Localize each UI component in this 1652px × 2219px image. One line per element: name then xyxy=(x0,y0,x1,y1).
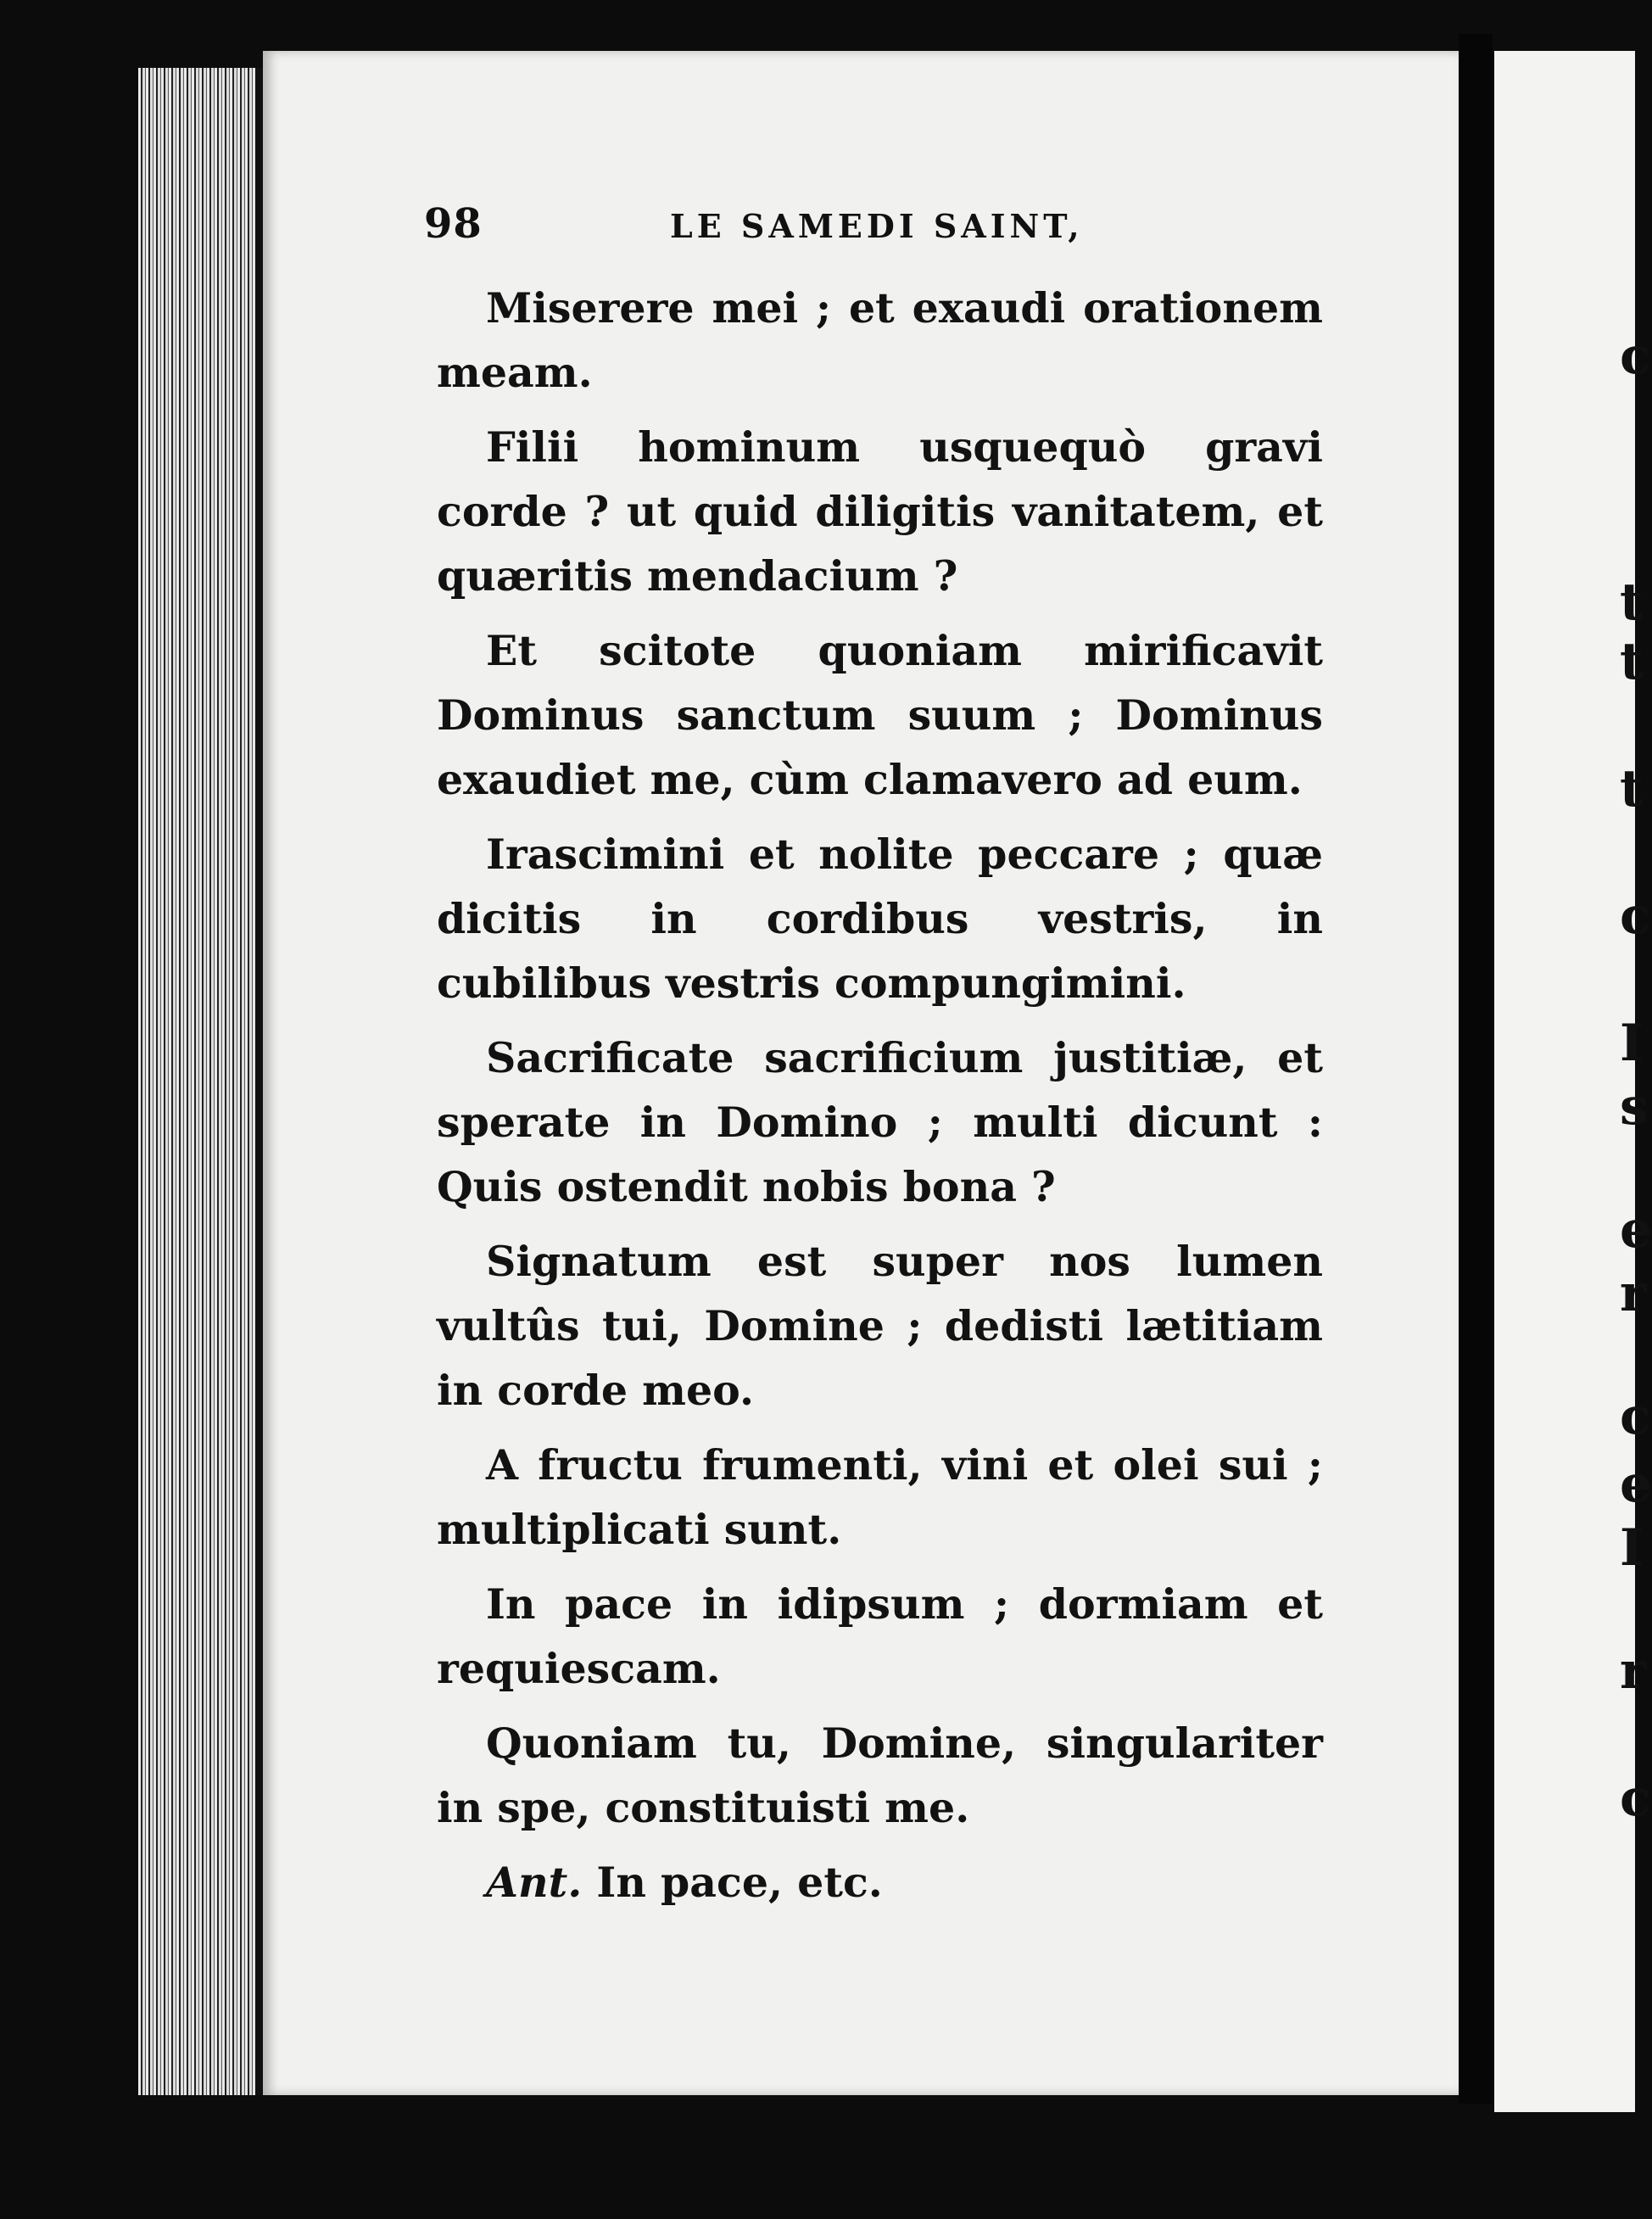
next-page-fragment: I xyxy=(1620,1518,1644,1578)
next-page-fragment: c xyxy=(1620,1387,1651,1446)
next-page-fragment: r xyxy=(1620,1264,1647,1323)
verse: Quoniam tu, Domine, singulariter in spe, constituisti me. xyxy=(437,1719,1323,1832)
next-page-fragment: t xyxy=(1620,759,1644,819)
next-page-fragment: t xyxy=(1620,632,1644,691)
next-page-fragment: c xyxy=(1620,327,1651,386)
book-page-edges xyxy=(138,68,267,2095)
verse: Filii hominum usquequò gravi corde ? ut quid diligitis vanitatem, et quæritis mendacium ? xyxy=(437,422,1323,601)
verse: Et scitote quoniam mirificavit Dominus sanctum suum ; Dominus exaudiet me, cùm clamavero ad eum. xyxy=(437,626,1323,804)
next-page-fragment: s xyxy=(1620,1077,1649,1137)
page-header xyxy=(424,200,1331,251)
verse: Sacrificate sacrificium justitiæ, et sperate in Domino ; multi dicunt : Quis ostendit nobis bona ? xyxy=(437,1033,1323,1211)
antiphon-label: Ant. xyxy=(486,1858,583,1907)
running-title: LE SAMEDI SAINT, xyxy=(670,207,1084,245)
next-page-fragment: c xyxy=(1620,886,1651,946)
verse: Irascimini et nolite peccare ; quæ dicitis in cordibus vestris, in cubilibus vestris compungimini. xyxy=(437,830,1323,1008)
verse: A fructu frumenti, vini et olei sui ; multiplicati sunt. xyxy=(437,1440,1323,1554)
next-page-fragment: e xyxy=(1620,1455,1652,1514)
antiphon-text: In pace, etc. xyxy=(582,1858,883,1907)
page-number: 98 xyxy=(424,200,483,248)
verse: Miserere mei ; et exaudi orationem meam. xyxy=(437,283,1323,397)
next-page-fragment: r xyxy=(1620,1641,1647,1701)
verse: Signatum est super nos lumen vultûs tui, Domine ; dedisti lætitiam in corde meo. xyxy=(437,1237,1323,1415)
verse: In pace in idipsum ; dormiam et requiescam. xyxy=(437,1579,1323,1693)
next-page-fragment: c xyxy=(1620,1769,1651,1828)
next-page-edge xyxy=(1494,51,1652,2112)
antiphon-line xyxy=(437,1850,1323,1914)
page-gutter xyxy=(1459,34,1493,2104)
next-page-fragment: I xyxy=(1620,1014,1644,1073)
next-page-fragment: e xyxy=(1620,1200,1652,1260)
psalm-text xyxy=(437,276,1323,1925)
next-page-fragment: t xyxy=(1620,573,1644,632)
